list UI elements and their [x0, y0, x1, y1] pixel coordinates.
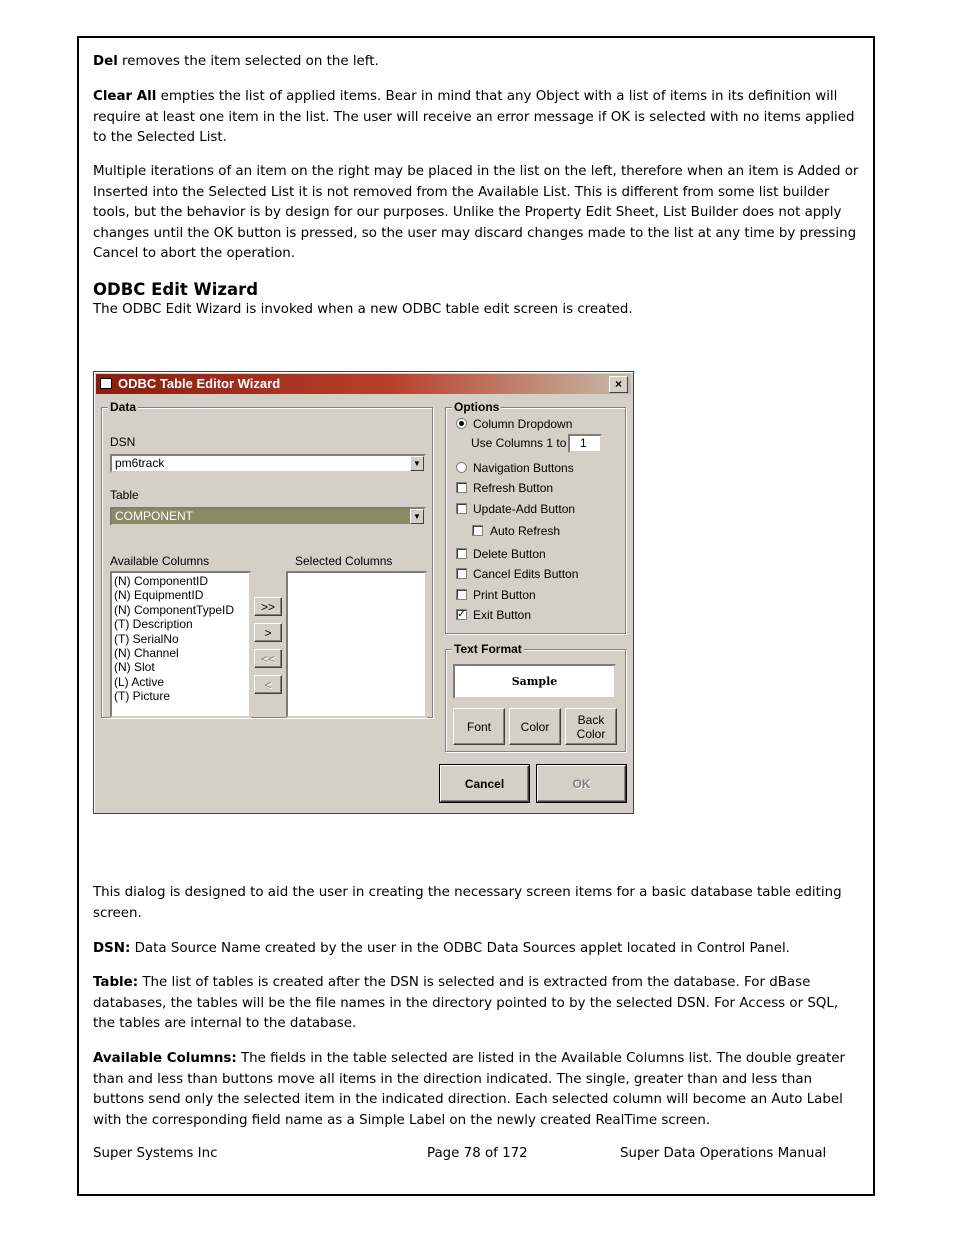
exit-button-label: Exit Button [473, 608, 532, 622]
exit-button-checkbox[interactable]: ✓ [457, 609, 466, 620]
window-icon [100, 378, 112, 389]
auto-refresh-checkbox[interactable] [472, 525, 483, 536]
print-button-label: Print Button [473, 588, 536, 602]
paragraph-dsn: DSN: Data Source Name created by the user in the ODBC Data Sources applet located in Control Panel. [93, 941, 790, 956]
list-item[interactable]: (T) Picture [114, 689, 171, 704]
cancel-edits-checkbox[interactable] [456, 568, 467, 579]
table-combo[interactable] [110, 507, 426, 526]
ok-button[interactable]: OK [537, 765, 626, 802]
delete-button-label: Delete Button [473, 547, 546, 561]
list-item[interactable]: (N) ComponentTypeID [114, 602, 235, 617]
list-item[interactable]: (T) SerialNo [114, 631, 179, 646]
dsn-value: pm6track [115, 456, 165, 470]
dialog-titlebar [96, 374, 631, 394]
move-all-right-button[interactable]: >> [254, 597, 282, 616]
cancel-button[interactable]: Cancel [440, 765, 529, 802]
selected-columns-list[interactable] [286, 571, 427, 718]
print-button-checkbox[interactable] [456, 589, 467, 600]
available-columns-list[interactable] [110, 571, 251, 718]
list-item[interactable]: (N) Slot [114, 660, 155, 675]
update-add-checkbox[interactable] [456, 503, 467, 514]
refresh-button-checkbox[interactable] [456, 482, 467, 493]
close-button[interactable]: × [609, 376, 628, 393]
navigation-buttons-radio[interactable] [456, 462, 467, 473]
section-heading: ODBC Edit Wizard [93, 280, 259, 299]
paragraph-multiple-iterations: Multiple iterations of an item on the right may be placed in the list on the left, therefore when an item is Added or Inserted into the Selected List it is not removed from the Available List. This is different from some list builder tools, but the behavior is by design for our purposes. Unlike the Property Edit Sheet, List Builder does not apply changes until the OK button is pressed, so the user may discard changes made to the list at any time by pressing Cancel to abort the operation. [93, 164, 859, 261]
dsn-label: DSN [110, 435, 136, 449]
paragraph-available-columns: Available Columns: The fields in the table selected are listed in the Available Columns list. The double greater than and less than buttons move all items in the direction indicated. The single, greater than and less than buttons send only the selected item in the indicated direction. Each selected column will become an Auto Label with the corresponding field name as a Simple Label on the newly created RealTime screen. [93, 1051, 845, 1128]
update-add-label: Update-Add Button [473, 502, 576, 516]
list-item[interactable]: (T) Description [114, 617, 193, 632]
delete-button-checkbox[interactable] [456, 548, 467, 559]
column-dropdown-radio[interactable] [456, 418, 467, 429]
dsn-combo[interactable] [110, 454, 426, 473]
use-columns-label: Use Columns 1 to [471, 436, 567, 450]
options-group-label: Options [454, 400, 500, 414]
paragraph-clear-all: Clear All empties the list of applied items. Bear in mind that any Object with a list of items in its definition will require at least one item in the list. The user will receive an error message if OK is selected with no items applied to the Selected List. [93, 89, 855, 145]
move-right-button[interactable]: > [254, 623, 282, 642]
text-format-group-label: Text Format [454, 642, 522, 656]
text-sample: Sample [453, 664, 616, 699]
paragraph-del: Del removes the item selected on the left. [93, 54, 379, 69]
move-all-left-button[interactable]: << [254, 649, 282, 668]
data-group-label: Data [110, 400, 137, 414]
refresh-button-label: Refresh Button [473, 481, 554, 495]
font-button[interactable]: Font [453, 708, 505, 745]
footer-manual-title: Super Data Operations Manual [620, 1146, 827, 1161]
move-left-button[interactable]: < [254, 675, 282, 694]
footer-page-number: Page 78 of 172 [427, 1146, 528, 1161]
use-columns-input[interactable]: 1 [568, 434, 602, 453]
chevron-down-icon[interactable]: ▼ [410, 509, 424, 524]
navigation-buttons-label: Navigation Buttons [473, 461, 574, 475]
auto-refresh-label: Auto Refresh [490, 524, 561, 538]
available-columns-label: Available Columns [110, 554, 210, 568]
list-item[interactable]: (N) ComponentID [114, 574, 209, 588]
dialog-title: ODBC Table Editor Wizard [118, 376, 281, 391]
cancel-edits-label: Cancel Edits Button [473, 567, 579, 581]
paragraph-dialog: This dialog is designed to aid the user in creating the necessary screen items for a basic database table editing screen. [93, 885, 842, 921]
table-value: COMPONENT [115, 509, 193, 523]
table-label: Table [110, 488, 139, 502]
paragraph-table: Table: The list of tables is created after the DSN is selected and is extracted from the database. For dBase databases, the tables will be the file names in the directory pointed to by the selected DSN. For Access or SQL, the tables are internal to the database. [93, 975, 839, 1031]
back-color-button[interactable]: Back Color [565, 708, 617, 745]
list-item[interactable]: (N) EquipmentID [114, 588, 204, 603]
chevron-down-icon[interactable]: ▼ [410, 456, 424, 471]
selected-columns-label: Selected Columns [295, 554, 393, 568]
footer-company: Super Systems Inc [93, 1146, 218, 1161]
column-dropdown-label: Column Dropdown [473, 417, 573, 431]
list-item[interactable]: (L) Active [114, 674, 165, 689]
list-item[interactable]: (N) Channel [114, 646, 179, 661]
odbc-wizard-dialog [93, 371, 634, 814]
paragraph-intro: The ODBC Edit Wizard is invoked when a new ODBC table edit screen is created. [93, 302, 633, 317]
color-button[interactable]: Color [509, 708, 561, 745]
